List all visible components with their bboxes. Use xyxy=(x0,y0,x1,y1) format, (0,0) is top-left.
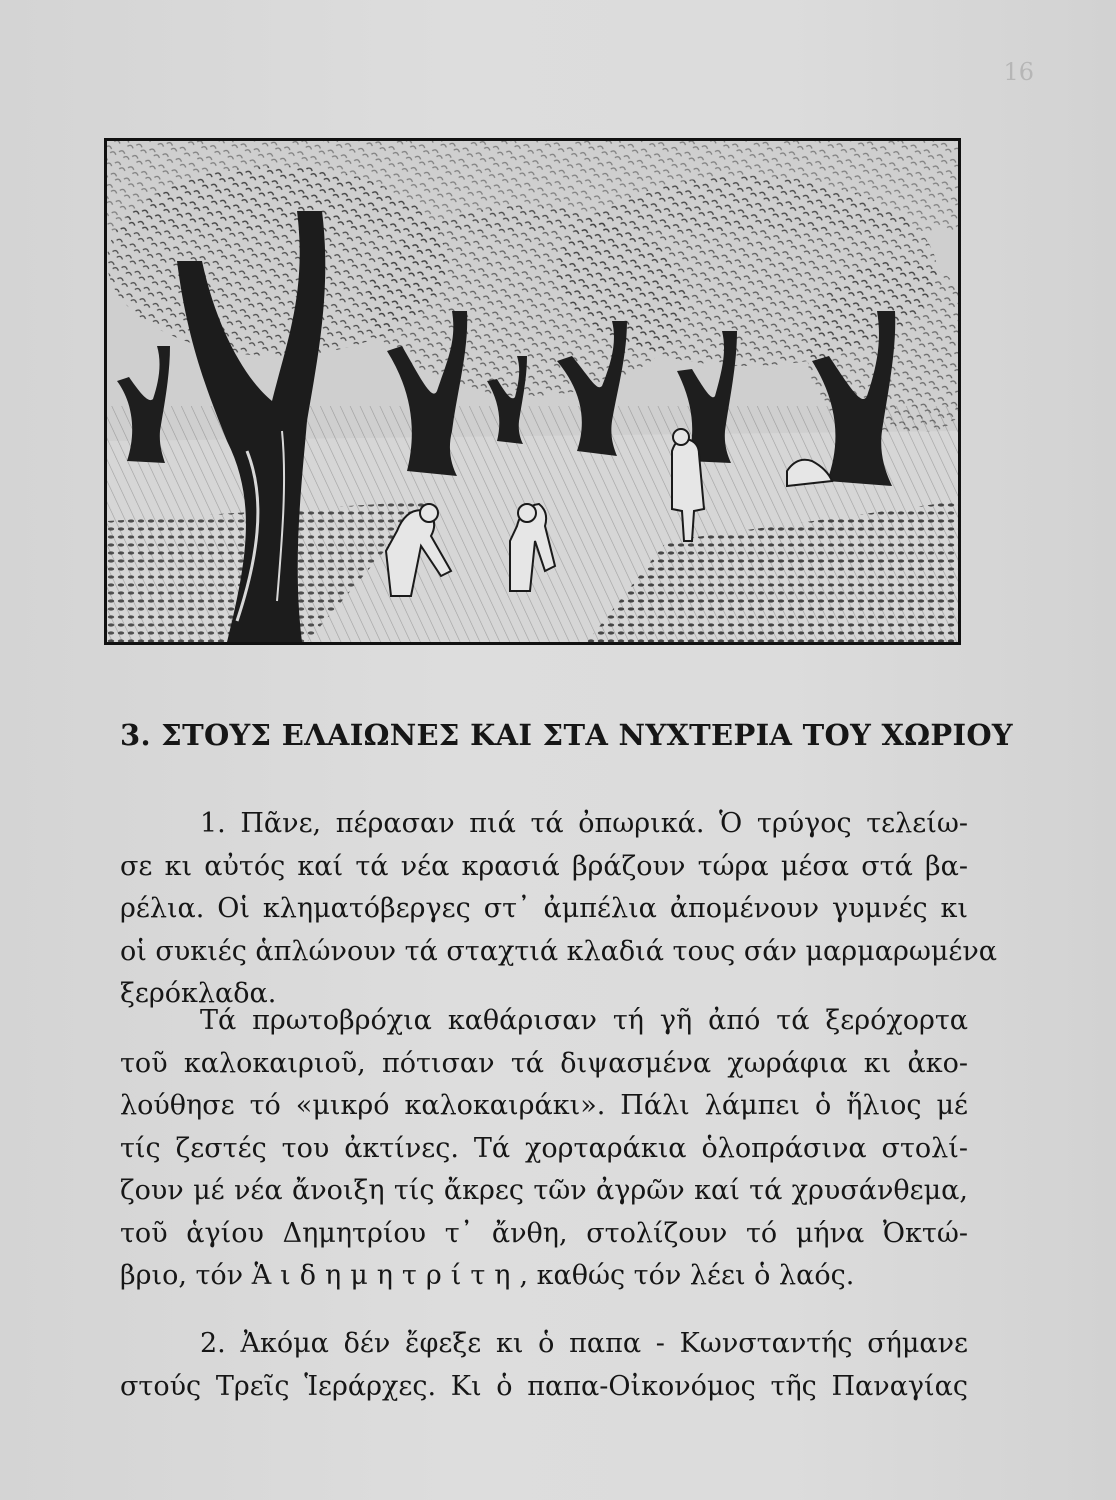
text-line: ξερόκλαδα. xyxy=(120,978,277,1009)
text-fragment: , καθώς τόν λέει ὁ λαός. xyxy=(519,1260,855,1291)
text-line: σε κι αὐτός καί τά νέα κρασιά βράζουν τώρα μέσα στά βα- xyxy=(120,850,968,882)
paragraph-1 xyxy=(120,803,998,1016)
text-line: στούς Τρεῖς Ἱεράρχες. Κι ὁ παπα-Οἰκονόμος τῆς Παναγίας xyxy=(120,1370,968,1402)
spaced-name: Ἁιδημητρίτη xyxy=(251,1260,520,1291)
text-line: οἱ συκιές ἁπλώνουν τά σταχτιά κλαδιά τους σάν μαρμαρωμένα xyxy=(120,935,998,967)
text-line: λούθησε τό «μικρό καλοκαιράκι». Πάλι λάμπει ὁ ἥλιος μέ xyxy=(120,1090,968,1121)
paragraph-3 xyxy=(120,1323,968,1408)
text-line: ρέλια. Οἱ κληματόβεργες στ᾽ ἀμπέλια ἀπομένουν γυμνές κι xyxy=(120,893,968,924)
text-line: τοῦ ἁγίου Δημητρίου τ᾽ ἄνθη, στολίζουν τό μήνα Ὀκτώ- xyxy=(120,1217,968,1249)
text-line: 2. Ἀκόμα δέν ἔφεξε κι ὁ παπα - Κωνσταντής σήμανε xyxy=(200,1328,968,1359)
olive-grove-illustration xyxy=(104,138,961,645)
paragraph-2 xyxy=(120,1000,968,1298)
text-line: Τά πρωτοβρόχια καθάρισαν τή γῆ ἀπό τά ξερόχορτα xyxy=(200,1005,968,1036)
bleed-through-page-number: 16 xyxy=(1003,58,1034,86)
text-line: 1. Πᾶνε, πέρασαν πιά τά ὀπωρικά. Ὁ τρύγος τελείω- xyxy=(200,808,968,839)
chapter-heading: 3. ΣΤΟΥΣ ΕΛΑΙΩΝΕΣ ΚΑΙ ΣΤΑ ΝΥΧΤΕΡΙΑ ΤΟΥ ΧΩΡΙΟΥ xyxy=(120,718,1013,752)
text-line: ζουν μέ νέα ἄνοιξη τίς ἄκρες τῶν ἀγρῶν καί τά χρυσάνθεμα, xyxy=(120,1175,968,1206)
text-fragment: βριο, τόν xyxy=(120,1260,252,1291)
text-line-with-spaced-name xyxy=(120,1255,968,1298)
text-line: τίς ζεστές του ἀκτίνες. Τά χορταράκια ὁλοπράσινα στολί- xyxy=(120,1132,968,1164)
text-line: τοῦ καλοκαιριοῦ, πότισαν τά διψασμένα χωράφια κι ἀκο- xyxy=(120,1047,968,1079)
